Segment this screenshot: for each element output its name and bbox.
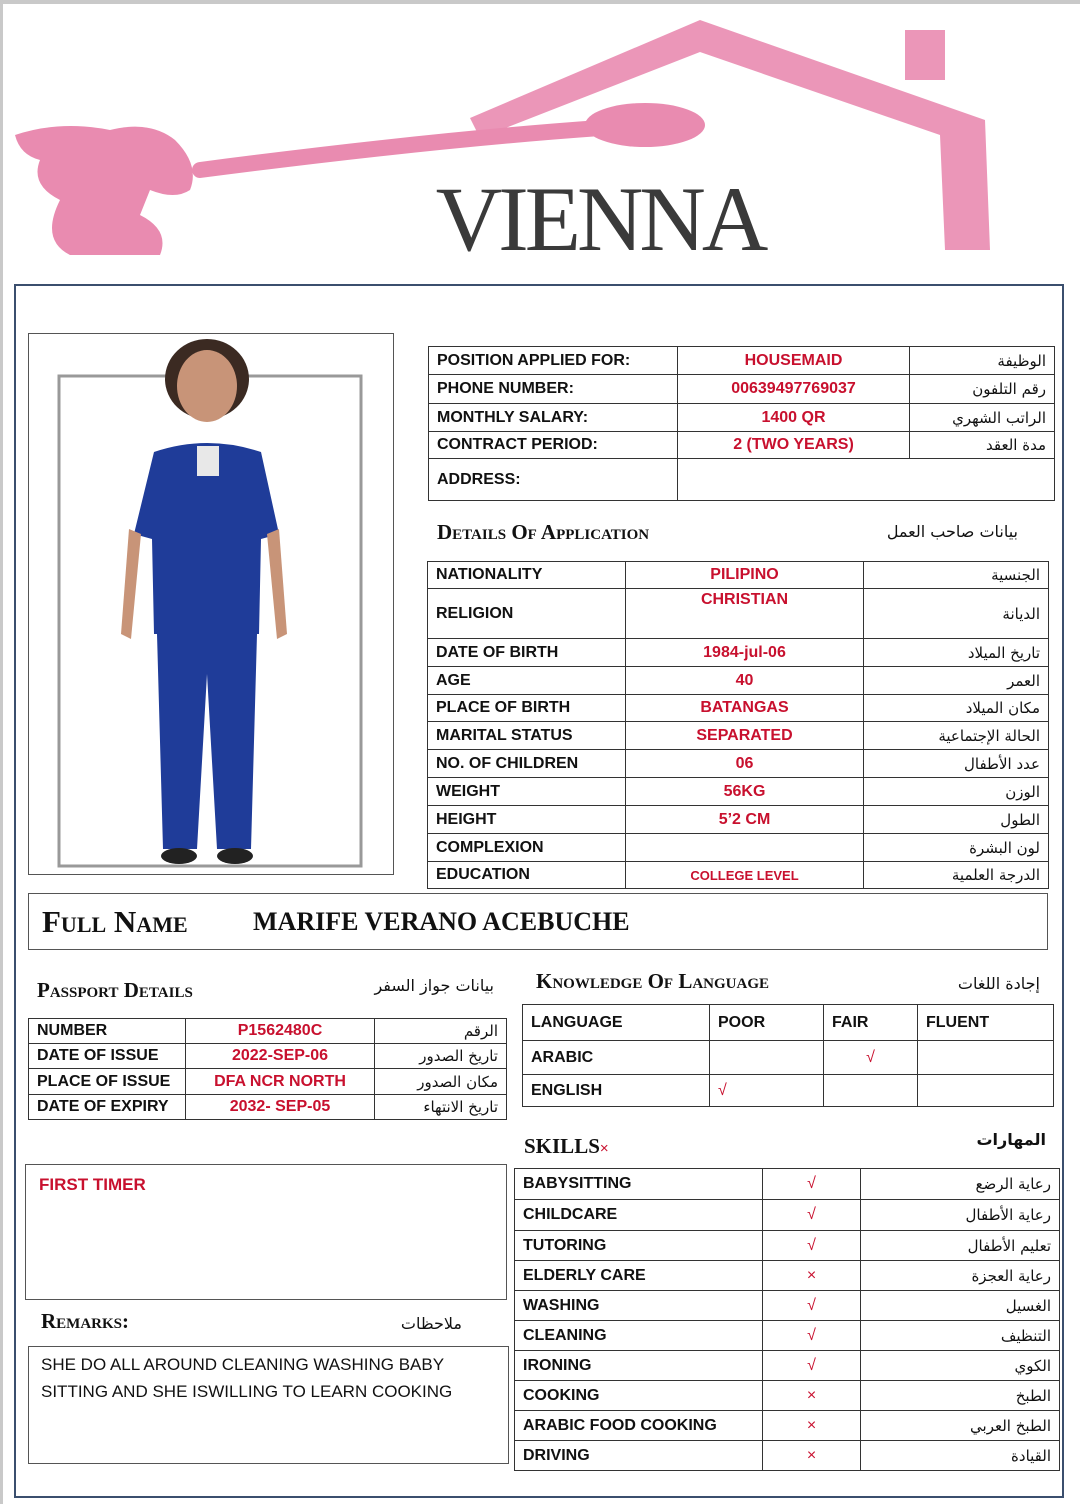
- photo-frame: [28, 333, 394, 875]
- remarks-box: [28, 1346, 509, 1464]
- skill-label: DRIVING: [515, 1441, 763, 1471]
- skill-mark: √: [763, 1169, 861, 1200]
- skill-mark: √: [763, 1351, 861, 1381]
- passport-title: Passport Details: [37, 978, 193, 1002]
- skill-label: IRONING: [515, 1351, 763, 1381]
- remarks-label: Remarks:: [41, 1309, 129, 1333]
- passport-value: 2022-SEP-06: [186, 1044, 375, 1069]
- details-label-ar: لون البشرة: [864, 834, 1049, 862]
- remarks-label-ar: ملاحظات: [400, 1314, 462, 1333]
- details-label: RELIGION: [428, 589, 626, 639]
- skill-row: [515, 1231, 1060, 1261]
- skill-label-ar: الطبخ العربي: [861, 1411, 1060, 1441]
- job-table: [428, 346, 1055, 501]
- job-row: [429, 404, 1055, 432]
- passport-label: DATE OF EXPIRY: [29, 1095, 186, 1120]
- details-value: BATANGAS: [626, 695, 864, 722]
- details-label: PLACE OF BIRTH: [428, 695, 626, 722]
- passport-value: P1562480C: [186, 1019, 375, 1044]
- language-poor: √: [710, 1075, 824, 1107]
- passport-row: [29, 1019, 507, 1044]
- language-fair: [824, 1075, 918, 1107]
- vienna-logo: [0, 0, 1080, 280]
- language-title: Knowledge Of Language: [536, 969, 770, 993]
- language-name: ARABIC: [523, 1041, 710, 1075]
- logo-text: VIENNA: [435, 168, 765, 270]
- details-value: CHRISTIAN: [626, 589, 864, 639]
- details-value: 40: [626, 667, 864, 695]
- skill-mark: ×: [763, 1261, 861, 1291]
- job-label: CONTRACT PERIOD:: [429, 432, 678, 459]
- passport-table: [28, 1018, 507, 1120]
- passport-title-ar: بيانات جواز السفر: [374, 976, 494, 995]
- skill-row: [515, 1351, 1060, 1381]
- passport-value: DFA NCR NORTH: [186, 1069, 375, 1095]
- skill-label-ar: التنظيف: [861, 1321, 1060, 1351]
- language-poor: [710, 1041, 824, 1075]
- job-label: MONTHLY SALARY:: [429, 404, 678, 432]
- skill-mark: √: [763, 1321, 861, 1351]
- details-row: [428, 806, 1049, 834]
- details-row: [428, 722, 1049, 750]
- skill-mark: ×: [763, 1441, 861, 1471]
- job-label: POSITION APPLIED FOR:: [429, 347, 678, 375]
- details-label-ar: تاريخ الميلاد: [864, 639, 1049, 667]
- details-label: NO. OF CHILDREN: [428, 750, 626, 778]
- job-value: 2 (TWO YEARS): [678, 432, 910, 459]
- job-row: [429, 347, 1055, 375]
- skill-row: [515, 1381, 1060, 1411]
- skill-mark: √: [763, 1200, 861, 1231]
- passport-label: DATE OF ISSUE: [29, 1044, 186, 1069]
- job-value: 00639497769037: [678, 375, 910, 404]
- passport-label-ar: الرقم: [375, 1019, 507, 1044]
- details-row: [428, 834, 1049, 862]
- remarks-line-2: SITTING AND SHE ISWILLING TO LEARN COOKING: [41, 1382, 453, 1401]
- language-header-row: [523, 1005, 1054, 1041]
- language-header: POOR: [710, 1005, 824, 1041]
- details-title: Details Of Application: [437, 520, 650, 544]
- skills-title: [524, 1134, 609, 1159]
- details-label-ar: العمر: [864, 667, 1049, 695]
- skill-label-ar: الكوي: [861, 1351, 1060, 1381]
- details-label: MARITAL STATUS: [428, 722, 626, 750]
- skill-label: WASHING: [515, 1291, 763, 1321]
- details-label-ar: الجنسية: [864, 562, 1049, 589]
- skill-label-ar: الغسيل: [861, 1291, 1060, 1321]
- details-value: 06: [626, 750, 864, 778]
- passport-label: PLACE OF ISSUE: [29, 1069, 186, 1095]
- details-label-ar: الحالة الإجتماعية: [864, 722, 1049, 750]
- details-row: [428, 562, 1049, 589]
- language-fair: √: [824, 1041, 918, 1075]
- job-row: [429, 459, 1055, 501]
- details-label-ar: الديانة: [864, 589, 1049, 639]
- language-row: [523, 1041, 1054, 1075]
- details-label: NATIONALITY: [428, 562, 626, 589]
- job-value: HOUSEMAID: [678, 347, 910, 375]
- skills-table: [514, 1168, 1060, 1471]
- passport-label: NUMBER: [29, 1019, 186, 1044]
- skill-label: CHILDCARE: [515, 1200, 763, 1231]
- details-value: COLLEGE LEVEL: [626, 862, 864, 889]
- details-value: PILIPINO: [626, 562, 864, 589]
- details-label-ar: مكان الميلاد: [864, 695, 1049, 722]
- details-label-ar: الدرجة العلمية: [864, 862, 1049, 889]
- language-header: FLUENT: [918, 1005, 1054, 1041]
- skill-label: ARABIC FOOD COOKING: [515, 1411, 763, 1441]
- details-value: 5’2 CM: [626, 806, 864, 834]
- skill-label-ar: تعليم الأطفال: [861, 1231, 1060, 1261]
- details-value: 56KG: [626, 778, 864, 806]
- passport-row: [29, 1095, 507, 1120]
- skill-label-ar: رعاية الرضع: [861, 1169, 1060, 1200]
- details-value: [626, 834, 864, 862]
- details-label-ar: عدد الأطفال: [864, 750, 1049, 778]
- details-value: SEPARATED: [626, 722, 864, 750]
- passport-label-ar: مكان الصدور: [375, 1069, 507, 1095]
- details-row: [428, 589, 1049, 639]
- details-value: 1984-jul-06: [626, 639, 864, 667]
- language-fluent: [918, 1075, 1054, 1107]
- skill-label: BABYSITTING: [515, 1169, 763, 1200]
- skill-label-ar: رعاية العجزة: [861, 1261, 1060, 1291]
- details-label: COMPLEXION: [428, 834, 626, 862]
- skill-label-ar: الطبخ: [861, 1381, 1060, 1411]
- details-label-ar: الوزن: [864, 778, 1049, 806]
- logo-broom-stick: [200, 128, 600, 170]
- logo-broom-head: [585, 103, 705, 147]
- details-row: [428, 639, 1049, 667]
- experience-note: FIRST TIMER: [39, 1175, 146, 1194]
- details-row: [428, 862, 1049, 889]
- skill-row: [515, 1261, 1060, 1291]
- job-value: 1400 QR: [678, 404, 910, 432]
- details-row: [428, 667, 1049, 695]
- full-name-value: MARIFE VERANO ACEBUCHE: [253, 907, 630, 936]
- details-label: HEIGHT: [428, 806, 626, 834]
- skill-row: [515, 1321, 1060, 1351]
- job-row: [429, 432, 1055, 459]
- skill-row: [515, 1291, 1060, 1321]
- details-row: [428, 750, 1049, 778]
- details-label: EDUCATION: [428, 862, 626, 889]
- language-fluent: [918, 1041, 1054, 1075]
- skills-title-mark: ×: [599, 1140, 609, 1157]
- skill-mark: √: [763, 1291, 861, 1321]
- skill-label: CLEANING: [515, 1321, 763, 1351]
- skill-row: [515, 1441, 1060, 1471]
- details-label: AGE: [428, 667, 626, 695]
- skill-label-ar: القيادة: [861, 1441, 1060, 1471]
- skill-label-ar: رعاية الأطفال: [861, 1200, 1060, 1231]
- job-label-ar: الراتب الشهري: [910, 404, 1055, 432]
- logo-maid-silhouette: [15, 126, 193, 255]
- details-row: [428, 778, 1049, 806]
- job-label-ar: رقم التلفون: [910, 375, 1055, 404]
- skill-mark: ×: [763, 1381, 861, 1411]
- language-title-ar: إجادة اللغات: [957, 974, 1040, 993]
- job-label-ar: مدة العقد: [910, 432, 1055, 459]
- details-table: [427, 561, 1049, 889]
- passport-label-ar: تاريخ الانتهاء: [375, 1095, 507, 1120]
- remarks-line-1: SHE DO ALL AROUND CLEANING WASHING BABY: [41, 1355, 445, 1374]
- details-row: [428, 695, 1049, 722]
- skills-title-ar: المهارات: [976, 1130, 1046, 1149]
- details-label: DATE OF BIRTH: [428, 639, 626, 667]
- experience-box: [25, 1164, 507, 1300]
- skill-label: TUTORING: [515, 1231, 763, 1261]
- skill-mark: √: [763, 1231, 861, 1261]
- logo-chimney: [905, 30, 945, 80]
- language-name: ENGLISH: [523, 1075, 710, 1107]
- language-header: FAIR: [824, 1005, 918, 1041]
- address-value: [678, 459, 1055, 501]
- job-row: [429, 375, 1055, 404]
- language-row: [523, 1075, 1054, 1107]
- language-header: LANGUAGE: [523, 1005, 710, 1041]
- full-name-box: [28, 893, 1048, 950]
- details-title-ar: بيانات صاحب العمل: [886, 522, 1018, 541]
- skill-row: [515, 1411, 1060, 1441]
- details-label-ar: الطول: [864, 806, 1049, 834]
- applicant-photo: [29, 334, 393, 874]
- full-name-label: Full Name: [42, 904, 188, 939]
- skill-row: [515, 1169, 1060, 1200]
- passport-row: [29, 1044, 507, 1069]
- language-table: [522, 1004, 1054, 1107]
- passport-value: 2032- SEP-05: [186, 1095, 375, 1120]
- job-label: ADDRESS:: [429, 459, 678, 501]
- skill-mark: ×: [763, 1411, 861, 1441]
- skill-label: ELDERLY CARE: [515, 1261, 763, 1291]
- job-label: PHONE NUMBER:: [429, 375, 678, 404]
- skills-title-text: SKILLS: [524, 1134, 600, 1158]
- skill-row: [515, 1200, 1060, 1231]
- passport-row: [29, 1069, 507, 1095]
- skill-label: COOKING: [515, 1381, 763, 1411]
- job-label-ar: الوظيفة: [910, 347, 1055, 375]
- passport-label-ar: تاريخ الصدور: [375, 1044, 507, 1069]
- details-label: WEIGHT: [428, 778, 626, 806]
